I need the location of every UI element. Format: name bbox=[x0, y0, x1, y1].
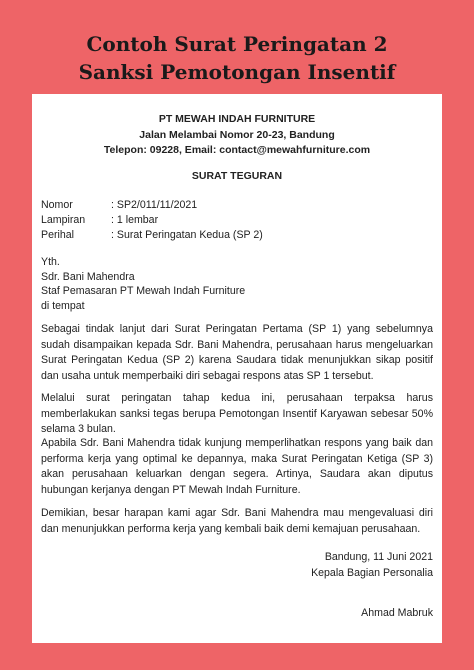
banner-title-line1: Contoh Surat Peringatan 2 bbox=[86, 32, 388, 56]
recipient-place: di tempat bbox=[41, 299, 85, 312]
closing-block bbox=[311, 550, 433, 581]
closing-place-date: Bandung, 11 Juni 2021 bbox=[324, 551, 433, 563]
company-contact: Telepon: 09228, Email: contact@mewahfurniture.com bbox=[103, 144, 371, 156]
recipient-block bbox=[41, 255, 245, 313]
banner-title-line2: Sanksi Pemotongan Insentif bbox=[78, 60, 396, 84]
recipient-name: Sdr. Bani Mahendra bbox=[41, 270, 135, 283]
meta-label-nomor: Nomor bbox=[41, 199, 73, 211]
meta-label-perihal: Perihal bbox=[41, 229, 74, 241]
closing-role: Kepala Bagian Personalia bbox=[311, 566, 433, 579]
recipient-position: Staf Pemasaran PT Mewah Indah Furniture bbox=[41, 285, 246, 297]
meta-value-lampiran: : 1 lembar bbox=[111, 214, 159, 226]
letter-meta bbox=[41, 198, 263, 243]
body-paragraph-3: Apabila Sdr. Bani Mahendra tidak kunjung memperlihatkan respons yang baik dan performa kerja yang optimal ke depannya, maka Surat Peringatan Ketiga (SP 3) akan perusahaan keluarkan dengan segera. Artinya, Saudara akan diputus hubungan kerjanya dengan PT Mewah Indah Furniture. bbox=[41, 437, 433, 496]
body-paragraph-1: Sebagai tindak lanjut dari Surat Peringatan Pertama (SP 1) yang sebelumnya sudah disampaikan kepada Sdr. Bani Mahendra, perusahaan harus mengeluarkan Surat Peringatan Kedua (SP 2) karena Saudara tidak menunjukkan sikap positif dan usaha untuk memperbaiki diri sebagai respons atas SP 1 tersebut. bbox=[41, 323, 433, 382]
body-paragraph-2: Melalui surat peringatan tahap kedua ini, perusahaan terpaksa harus memberlakukan sanksi tegas berupa Pemotongan Insentif Karyawan sebesar 50% selama 3 bulan. bbox=[41, 392, 433, 436]
letter-sheet bbox=[32, 94, 442, 643]
meta-value-perihal: : Surat Peringatan Kedua (SP 2) bbox=[111, 229, 263, 241]
letter-title: SURAT TEGURAN bbox=[191, 170, 283, 182]
body-paragraph-4: Demikian, besar harapan kami agar Sdr. Bani Mahendra mau mengevaluasi diri dan menunjukkan performa kerja yang kembali baik demi kemajuan perusahaan. bbox=[41, 507, 433, 535]
banner-title bbox=[0, 30, 474, 86]
letterhead bbox=[32, 112, 442, 159]
meta-row-lampiran bbox=[41, 213, 263, 228]
meta-value-nomor: : SP2/011/11/2021 bbox=[111, 199, 198, 211]
signer-name: Ahmad Mabruk bbox=[361, 607, 433, 619]
company-name: PT MEWAH INDAH FURNITURE bbox=[158, 113, 316, 125]
meta-label-lampiran: Lampiran bbox=[41, 214, 86, 226]
company-address: Jalan Melambai Nomor 20-23, Bandung bbox=[139, 128, 335, 141]
meta-row-perihal bbox=[41, 228, 263, 243]
recipient-salutation: Yth. bbox=[41, 256, 60, 268]
meta-row-nomor bbox=[41, 198, 263, 213]
